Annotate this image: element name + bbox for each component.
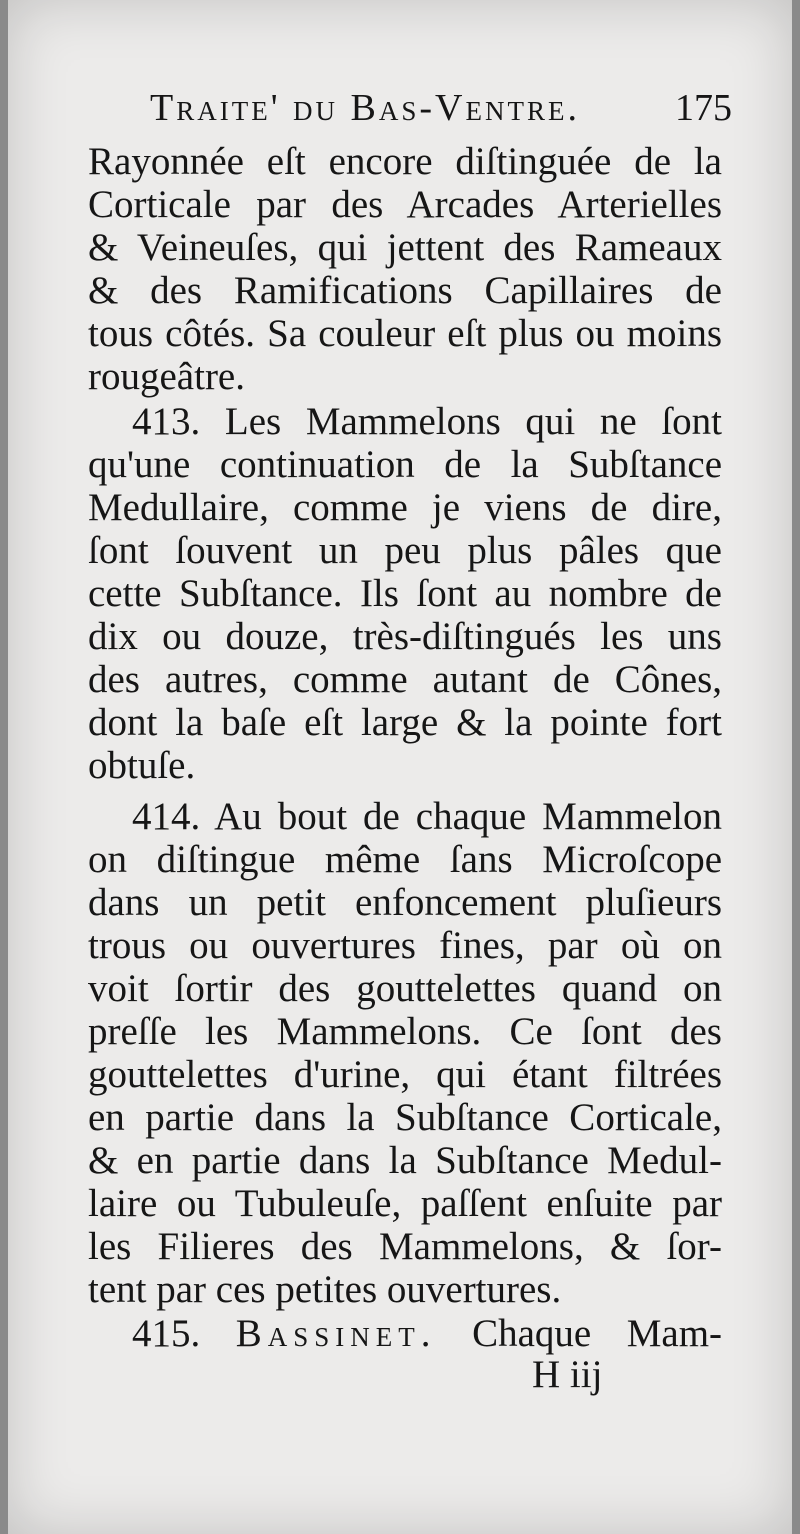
running-header	[150, 86, 732, 130]
text-line: rougeâtre.	[88, 355, 245, 398]
section-heading: Bassinet.	[235, 1312, 437, 1355]
text-line: des autres, comme autant de Cônes,	[88, 658, 722, 701]
text-line: dans un petit enfoncement pluſieurs	[88, 881, 722, 924]
text-line: & des Ramifications Capillaires de	[88, 269, 722, 312]
section-line	[132, 1312, 722, 1356]
text-line: tent par ces petites ouvertures.	[88, 1268, 562, 1311]
header-title: Traite' du Bas-Ventre.	[150, 87, 580, 129]
text-line: les Filieres des Mammelons, & ſor-	[88, 1225, 722, 1268]
page-number: 175	[675, 87, 732, 129]
text-line: voit ſortir des gouttelettes quand on	[88, 967, 722, 1010]
text-line: ſont ſouvent un peu plus pâles que	[88, 529, 722, 572]
text-line: & Veineuſes, qui jettent des Rameaux	[88, 226, 722, 269]
text-line: Corticale par des Arcades Arterielles	[88, 183, 722, 226]
text-line: 413. Les Mammelons qui ne ſont	[132, 400, 722, 443]
text-line: dix ou douze, très-diſtingués les uns	[88, 615, 722, 658]
text-line: Rayonnée eſt encore diſtinguée de la	[88, 140, 722, 183]
text-line: en partie dans la Subſtance Corticale,	[88, 1096, 722, 1139]
book-page	[8, 0, 792, 1534]
section-text: Chaque Mam-	[472, 1312, 723, 1355]
text-line: trous ou ouvertures fines, par où on	[88, 924, 722, 967]
text-line: cette Subſtance. Ils ſont au nombre de	[88, 572, 722, 615]
catchword: H iij	[532, 1353, 603, 1396]
text-line: tous côtés. Sa couleur eſt plus ou moins	[88, 312, 722, 355]
text-line: Medullaire, comme je viens de dire,	[88, 486, 722, 529]
text-line: gouttelettes d'urine, qui étant filtrées	[88, 1053, 722, 1096]
text-line: 414. Au bout de chaque Mammelon	[132, 795, 722, 838]
text-line: on diſtingue même ſans Microſcope	[88, 838, 722, 881]
text-line: preſſe les Mammelons. Ce ſont des	[88, 1010, 722, 1053]
text-line: qu'une continuation de la Subſtance	[88, 443, 722, 486]
section-number: 415.	[132, 1312, 201, 1355]
text-line: obtuſe.	[88, 744, 196, 787]
text-line: & en partie dans la Subſtance Medul-	[88, 1139, 722, 1182]
text-line: dont la baſe eſt large & la pointe fort	[88, 701, 722, 744]
text-line: laire ou Tubuleuſe, paſſent enſuite par	[88, 1182, 722, 1225]
